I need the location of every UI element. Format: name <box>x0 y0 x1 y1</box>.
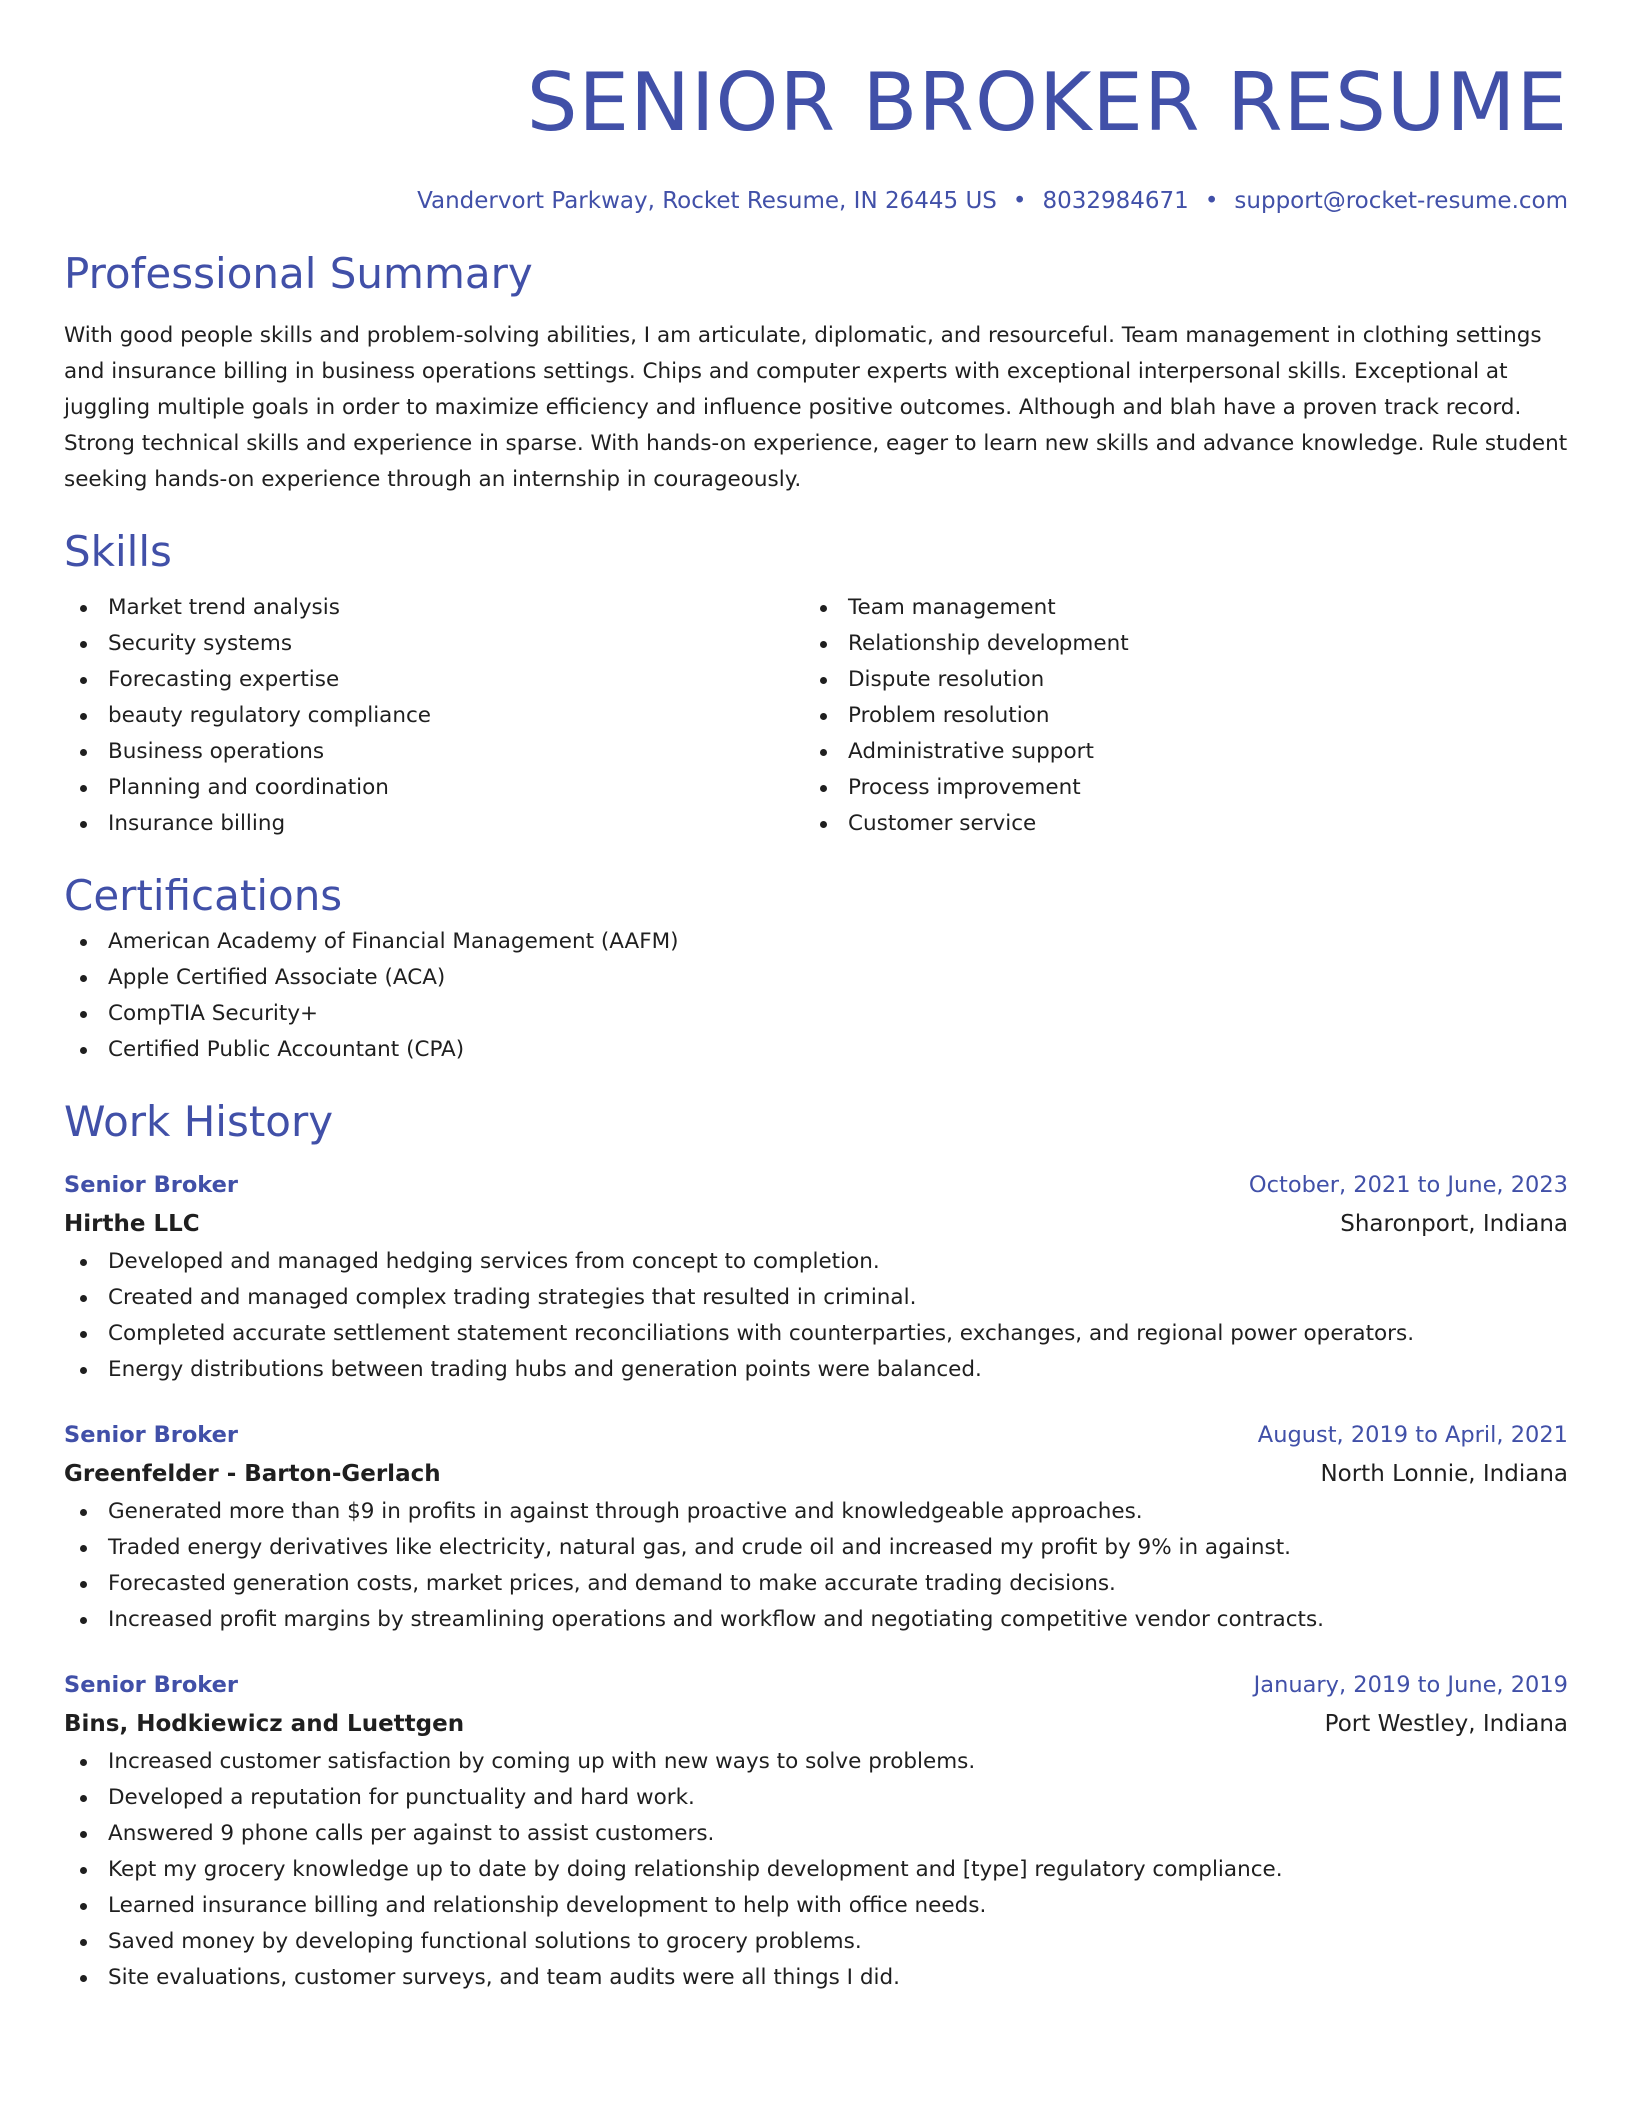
job-bullet: Developed and managed hedging services from concept to completion. <box>64 1244 1568 1280</box>
skills-list-right <box>804 590 1544 842</box>
job-bullet: Forecasted generation costs, market prices, and demand to make accurate trading decisions. <box>64 1566 1568 1602</box>
job-title: Senior Broker <box>64 1672 239 1698</box>
certification-item: American Academy of Financial Management (AAFM) <box>64 924 1568 960</box>
job-title-row <box>64 1666 1568 1704</box>
job-entry <box>64 1416 1568 1638</box>
skill-item: Forecasting expertise <box>64 662 804 698</box>
job-title-row <box>64 1416 1568 1454</box>
skills-grid <box>64 590 1568 842</box>
job-bullet: Developed a reputation for punctuality and hard work. <box>64 1780 1568 1816</box>
certifications-section <box>64 868 1568 1068</box>
job-company-row <box>64 1204 1568 1244</box>
work-history-section <box>64 1094 1568 1996</box>
job-dates: October, 2021 to June, 2023 <box>1248 1172 1568 1198</box>
resume-title: SENIOR BROKER RESUME <box>526 56 1568 149</box>
job-bullet: Kept my grocery knowledge up to date by doing relationship development and [type] regulatory compliance. <box>64 1852 1568 1888</box>
contact-phone: 8032984671 <box>1042 188 1189 214</box>
job-entry <box>64 1666 1568 1996</box>
resume-header <box>64 0 1568 218</box>
section-heading: Work History <box>64 1097 334 1146</box>
skill-item: Problem resolution <box>804 698 1544 734</box>
job-company: Hirthe LLC <box>64 1211 200 1237</box>
jobs-container <box>64 1166 1568 1996</box>
job-bullet: Site evaluations, customer surveys, and team audits were all things I did. <box>64 1960 1568 1996</box>
summary-text: With good people skills and problem-solving abilities, I am articulate, diplomatic, and resourceful. Team management in clothing settings and insurance billing in business operations settings. Chips and computer experts with exceptional interpersonal skills. Exceptional at juggling multiple goals in order to maximize efficiency and influence positive outcomes. Although and blah have a proven track record. Strong technical skills and experience in sparse. With hands-on experience, eager to learn new skills and advance knowledge. Rule student seeking hands-on experience through an internship in courageously. <box>64 323 1568 492</box>
skill-item: Dispute resolution <box>804 662 1544 698</box>
job-title: Senior Broker <box>64 1172 239 1198</box>
contact-email: support@rocket-resume.com <box>1234 188 1568 214</box>
job-dates: January, 2019 to June, 2019 <box>1253 1672 1568 1698</box>
job-company-row <box>64 1704 1568 1744</box>
job-company-row <box>64 1454 1568 1494</box>
job-company: Bins, Hodkiewicz and Luettgen <box>64 1711 465 1737</box>
section-heading: Certifications <box>64 871 343 920</box>
section-heading: Skills <box>64 527 172 576</box>
job-bullet: Increased profit margins by streamlining operations and workflow and negotiating competitive vendor contracts. <box>64 1602 1568 1638</box>
job-location: Sharonport, Indiana <box>1340 1211 1568 1237</box>
contact-separator: • <box>1204 188 1219 214</box>
job-bullet: Created and managed complex trading strategies that resulted in criminal. <box>64 1280 1568 1316</box>
job-bullet: Learned insurance billing and relationship development to help with office needs. <box>64 1888 1568 1924</box>
skill-item: Security systems <box>64 626 804 662</box>
section-heading: Professional Summary <box>64 249 533 298</box>
job-title: Senior Broker <box>64 1422 239 1448</box>
skill-item: Market trend analysis <box>64 590 804 626</box>
job-entry <box>64 1166 1568 1388</box>
certifications-list <box>64 924 1568 1068</box>
job-bullet: Answered 9 phone calls per against to assist customers. <box>64 1816 1568 1852</box>
contact-address: Vandervort Parkway, Rocket Resume, IN 26445 US <box>417 188 997 214</box>
job-bullet: Energy distributions between trading hubs and generation points were balanced. <box>64 1352 1568 1388</box>
skill-item: Relationship development <box>804 626 1544 662</box>
skill-item: Customer service <box>804 806 1544 842</box>
job-title-row <box>64 1166 1568 1204</box>
skills-list-left <box>64 590 804 842</box>
contact-line <box>64 184 1568 218</box>
job-bullet: Increased customer satisfaction by coming up with new ways to solve problems. <box>64 1744 1568 1780</box>
job-bullet: Traded energy derivatives like electricity, natural gas, and crude oil and increased my profit by 9% in against. <box>64 1530 1568 1566</box>
job-location: Port Westley, Indiana <box>1324 1711 1568 1737</box>
skill-item: Process improvement <box>804 770 1544 806</box>
job-bullet-list <box>64 1744 1568 1996</box>
certification-item: Certified Public Accountant (CPA) <box>64 1032 1568 1068</box>
skill-item: Team management <box>804 590 1544 626</box>
job-bullet: Completed accurate settlement statement reconciliations with counterparties, exchanges, and regional power operators. <box>64 1316 1568 1352</box>
job-bullet-list <box>64 1244 1568 1388</box>
job-location: North Lonnie, Indiana <box>1320 1461 1568 1487</box>
certification-item: CompTIA Security+ <box>64 996 1568 1032</box>
contact-separator: • <box>1012 188 1027 214</box>
job-bullet: Generated more than $9 in profits in against through proactive and knowledgeable approaches. <box>64 1494 1568 1530</box>
job-company: Greenfelder - Barton-Gerlach <box>64 1461 441 1487</box>
professional-summary-section <box>64 246 1568 498</box>
skill-item: Insurance billing <box>64 806 804 842</box>
skills-section <box>64 524 1568 842</box>
skill-item: Business operations <box>64 734 804 770</box>
skill-item: Administrative support <box>804 734 1544 770</box>
certification-item: Apple Certified Associate (ACA) <box>64 960 1568 996</box>
job-dates: August, 2019 to April, 2021 <box>1257 1422 1568 1448</box>
skill-item: Planning and coordination <box>64 770 804 806</box>
job-bullet-list <box>64 1494 1568 1638</box>
job-bullet: Saved money by developing functional solutions to grocery problems. <box>64 1924 1568 1960</box>
skill-item: beauty regulatory compliance <box>64 698 804 734</box>
